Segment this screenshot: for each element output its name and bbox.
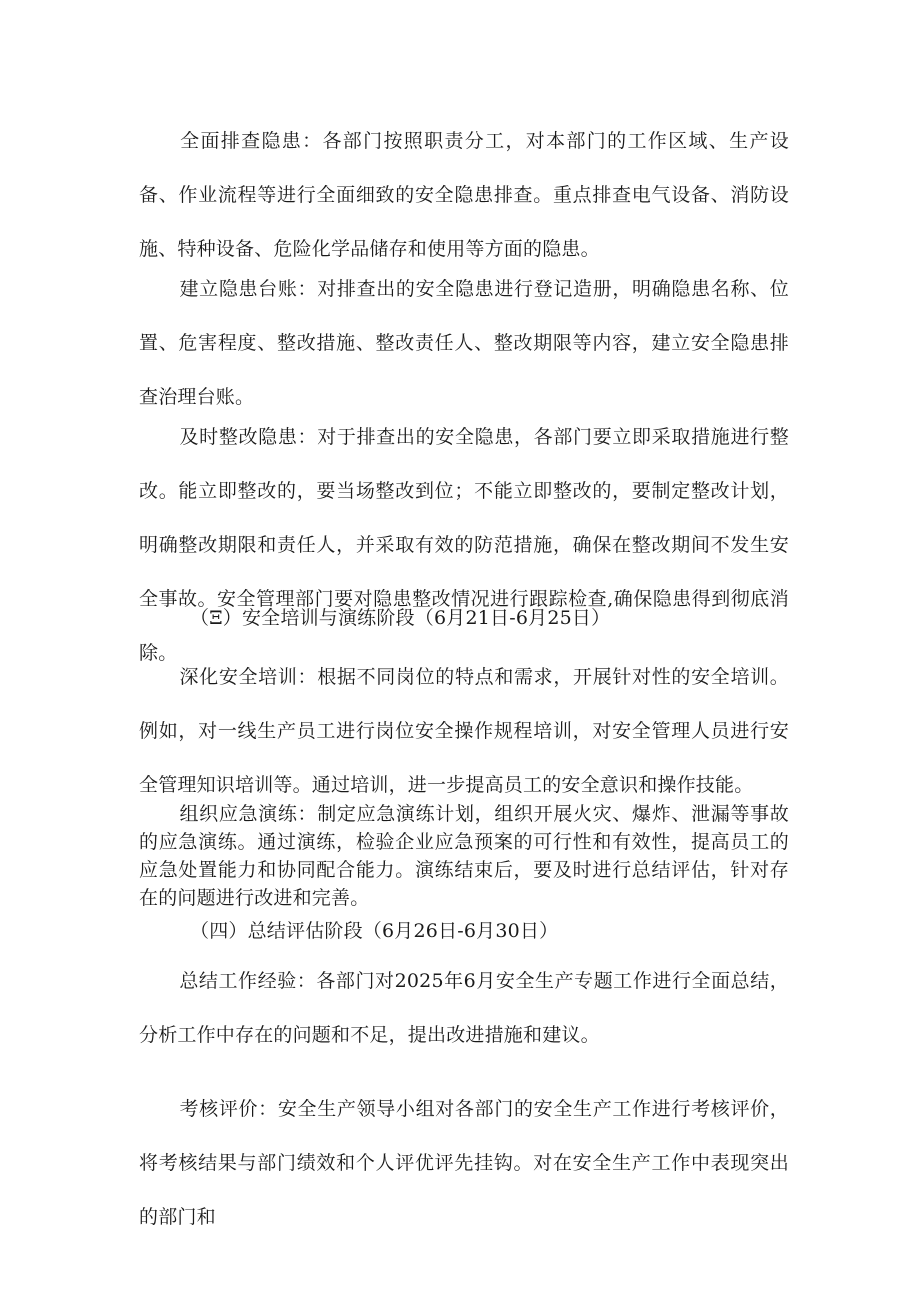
section-heading-training: （Ξ）安全培训与演练阶段（6月21日-6月25日）: [190, 607, 611, 629]
paragraph-safety-training: [139, 650, 789, 812]
paragraph-assessment: [139, 1082, 789, 1244]
paragraph-text: 全面排查隐患：各部门按照职责分工，对本部门的工作区域、生产设备、作业流程等进行全面细致的安全隐患排查。重点排查电气设备、消防设施、特种设备、危险化学品储存和使用等方面的隐患。: [139, 130, 789, 260]
paragraph-text: 考核评价：安全生产领导小组对各部门的安全生产工作进行考核评价，将考核结果与部门绩效和个人评优评先挂钩。对在安全生产工作中表现突出的部门和: [139, 1098, 789, 1228]
paragraph-text: 组织应急演练：制定应急演练计划，组织开展火灾、爆炸、泄漏等事故的应急演练。通过演练，检验企业应急预案的可行性和有效性，提高员工的应急处置能力和协同配合能力。演练结束后，要及时进行总结评估，针对存在的问题进行改进和完善。: [139, 803, 789, 909]
paragraph-hazard-ledger: [139, 262, 789, 424]
paragraph-text: 及时整改隐患：对于排查出的安全隐患，各部门要立即采取措施进行整改。能立即整改的，要当场整改到位；不能立即整改的，要制定整改计划，明确整改期限和责任人，并采取有效的防范措施，确保在整改期间不发生安全事故。安全管理部门要对隐患整改情况进行跟踪检查,确保隐患得到彻底消除。: [139, 426, 789, 664]
paragraph-hazard-rectification: [139, 410, 789, 680]
paragraph-text: 总结工作经验：各部门对2025年6月安全生产专题工作进行全面总结，分析工作中存在的问题和不足，提出改进措施和建议。: [139, 970, 789, 1046]
paragraph-text: 深化安全培训：根据不同岗位的特点和需求，开展针对性的安全培训。例如，对一线生产员工进行岗位安全操作规程培训，对安全管理人员进行安全管理知识培训等。通过培训，进一步提高员工的安全意识和操作技能。: [139, 666, 789, 796]
paragraph-summary-experience: [139, 954, 789, 1062]
paragraph-text: 建立隐患台账：对排查出的安全隐患进行登记造册，明确隐患名称、位置、危害程度、整改措施、整改责任人、整改期限等内容，建立安全隐患排查治理台账。: [139, 278, 789, 408]
paragraph-emergency-drill: [139, 800, 789, 912]
section-heading-summary: （四）总结评估阶段（6月26日-6月30日）: [190, 920, 559, 942]
paragraph-hazard-inspection: [139, 114, 789, 276]
